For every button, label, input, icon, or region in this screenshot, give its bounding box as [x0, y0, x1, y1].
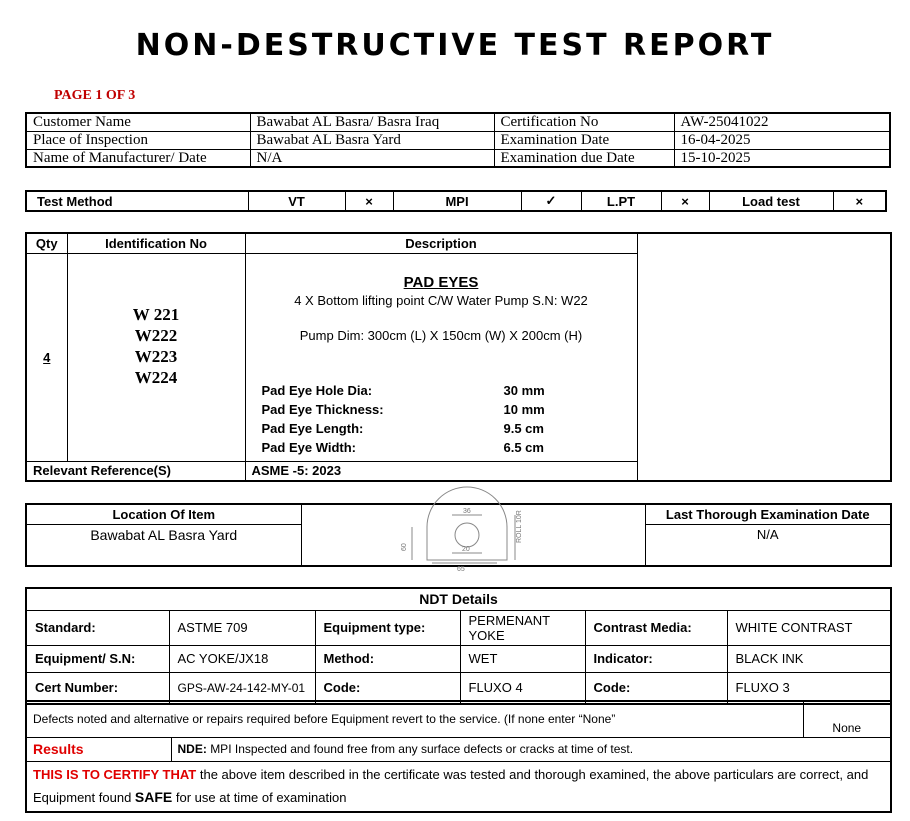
ndt-label: Cert Number:: [26, 672, 169, 704]
due-date-label: Examination due Date: [494, 149, 674, 167]
ndt-label: Method:: [315, 645, 460, 672]
location-label: Location Of Item: [26, 504, 301, 524]
last-exam-label: Last Thorough Examination Date: [645, 504, 891, 524]
ndt-table: [25, 587, 892, 705]
certify-text: [26, 761, 891, 812]
ndt-value: GPS-AW-24-142-MY-01: [169, 672, 315, 704]
ref-value: ASME -5: 2023: [245, 461, 637, 481]
ndt-label: Code:: [585, 672, 727, 704]
test-method-label: Test Method: [26, 191, 248, 211]
location-value: Bawabat AL Basra Yard: [26, 524, 301, 566]
id-item: W224: [134, 368, 178, 387]
id-item: W223: [134, 347, 178, 366]
ndt-heading: NDT Details: [26, 588, 891, 610]
dim-row: Pad Eye Thickness: 10 mm: [261, 401, 545, 417]
ndt-label: Indicator:: [585, 645, 727, 672]
dim-row: Pad Eye Width: 6.5 cm: [261, 439, 544, 455]
exam-date-label: Examination Date: [494, 131, 674, 149]
ndt-value: WHITE CONTRAST: [727, 610, 891, 645]
ndt-value: FLUXO 3: [727, 672, 891, 704]
exam-date-value: 16-04-2025: [674, 131, 890, 149]
certify-lead: THIS IS TO CERTIFY THAT: [33, 766, 197, 782]
page-label: PAGE 1 OF 3: [54, 88, 136, 103]
id-item: W 221: [132, 305, 180, 324]
method-lpt-mark: ×: [661, 191, 709, 211]
sketch-dim-side: ROLL 10R: [515, 510, 523, 543]
id-item: W222: [134, 326, 178, 345]
method-vt-mark: ×: [345, 191, 393, 211]
qty-header: Qty: [26, 233, 67, 253]
dims-list: [252, 381, 631, 457]
id-header: Identification No: [67, 233, 245, 253]
sketch-dim-hole: 20: [461, 546, 470, 553]
desc-line1: 4 X Bottom lifting point C/W Water Pump S.N: W22: [294, 292, 588, 308]
ref-label: Relevant Reference(S): [26, 461, 245, 481]
manufacturer-label: Name of Manufacturer/ Date: [26, 149, 250, 167]
id-cell: [67, 253, 245, 461]
certify-text1: the above item described in the certificate was tested and thorough examined, the above particulars are correct, and Equipment found: [33, 766, 869, 805]
desc-line2: Pump Dim: 300cm (L) X 150cm (W) X 200cm (H): [299, 327, 583, 343]
ndt-value: BLACK INK: [727, 645, 891, 672]
test-method-table: [25, 190, 887, 212]
ndt-value: AC YOKE/JX18: [169, 645, 315, 672]
sketch-dim-left: 60: [400, 543, 408, 551]
place-value: Bawabat AL Basra Yard: [250, 131, 494, 149]
sketch-dim-top: 36: [462, 508, 471, 515]
dim-row: Pad Eye Hole Dia: 30 mm: [261, 382, 545, 398]
ndt-value: PERMENANT YOKE: [460, 610, 585, 645]
ndt-label: Code:: [315, 672, 460, 704]
defects-value: None: [803, 701, 891, 737]
method-load-test: Load test: [709, 191, 833, 211]
pad-eye-sketch: [302, 505, 645, 573]
sketch-cell: [301, 504, 645, 573]
nde-label: NDE:: [177, 742, 207, 756]
ndt-label: Standard:: [26, 610, 169, 645]
ndt-label: Equipment type:: [315, 610, 460, 645]
ndt-label: Contrast Media:: [585, 610, 727, 645]
place-label: Place of Inspection: [26, 131, 250, 149]
ndt-value: FLUXO 4: [460, 672, 585, 704]
location-table: [25, 503, 892, 573]
method-mpi: MPI: [393, 191, 521, 211]
method-vt: VT: [248, 191, 345, 211]
cert-no-label: Certification No: [494, 113, 674, 131]
certify-safe: SAFE: [134, 788, 173, 805]
info-table: [25, 112, 891, 168]
customer-name-label: Customer Name: [26, 113, 250, 131]
cert-no-value: AW-25041022: [674, 113, 890, 131]
results-text: [171, 737, 891, 761]
method-load-test-mark: ×: [833, 191, 886, 211]
results-table: [25, 700, 892, 813]
sketch-dim-bottom: 65: [456, 566, 465, 573]
ndt-value: WET: [460, 645, 585, 672]
defects-label: Defects noted and alternative or repairs required before Equipment revert to the service. (If none enter “None”: [26, 701, 803, 737]
qty-value: 4: [26, 253, 67, 461]
method-mpi-mark: ✓: [521, 191, 581, 211]
method-lpt: L.PT: [581, 191, 661, 211]
due-date-value: 15-10-2025: [674, 149, 890, 167]
last-exam-value: N/A: [645, 524, 891, 566]
manufacturer-value: N/A: [250, 149, 494, 167]
certify-text2: for use at time of examination: [175, 789, 347, 805]
item-table: [25, 232, 892, 482]
results-label: Results: [26, 737, 171, 761]
ndt-label: Equipment/ S.N:: [26, 645, 169, 672]
nde-text: MPI Inspected and found free from any surface defects or cracks at time of test.: [210, 742, 634, 756]
dim-row: Pad Eye Length: 9.5 cm: [261, 420, 544, 436]
ndt-value: ASTME 709: [169, 610, 315, 645]
desc-header: Description: [245, 233, 637, 253]
customer-name-value: Bawabat AL Basra/ Basra Iraq: [250, 113, 494, 131]
report-title: NON-DESTRUCTIVE TEST REPORT: [135, 28, 775, 63]
desc-cell: [245, 253, 637, 461]
desc-title: PAD EYES: [403, 273, 479, 291]
blank-column: [637, 233, 891, 481]
